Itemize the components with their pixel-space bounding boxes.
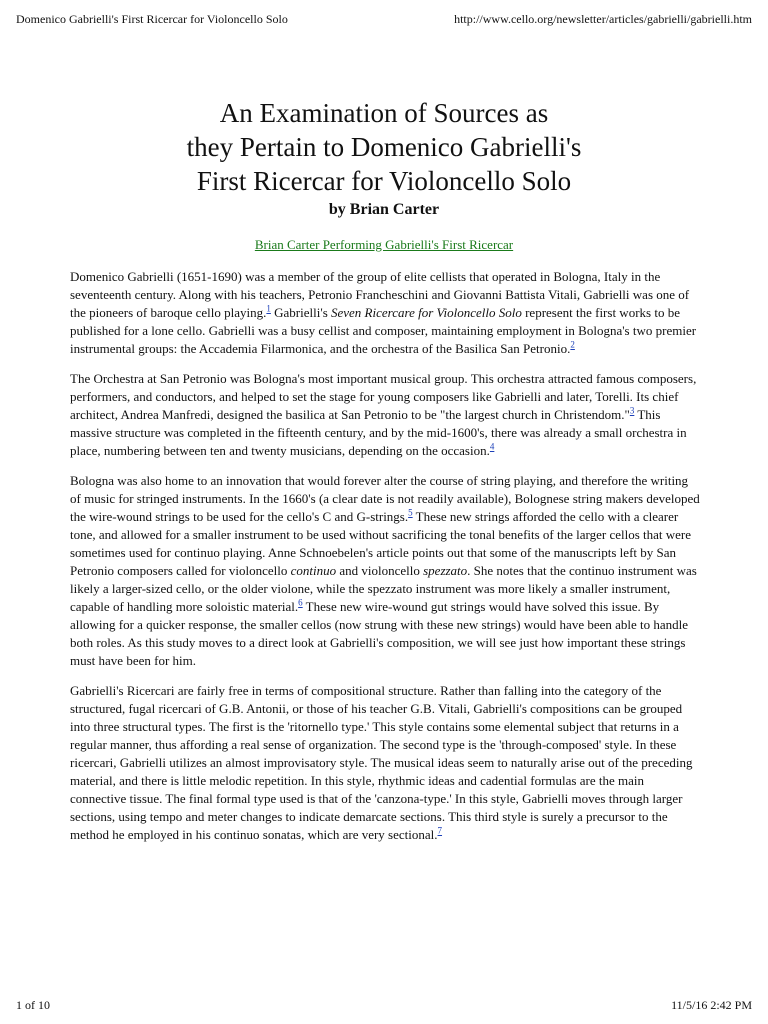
- byline: by Brian Carter: [328, 201, 440, 218]
- paragraph-1: Domenico Gabrielli (1651-1690) was a member of the group of elite cellists that operated in Bologna, Italy in the seventeenth century. Along with his teachers, Petronio Francheschini and Giovanni Battista Vitali, Gabrielli was one of the pioneers of baroque cello playing.$^1$ Gabrielli's Seven Ricercare for Violoncello Solo represent the first works to be published for a lone cello. Gabrielli was a busy cellist and composer, maintaining employment in Bologna's two premier instrumental groups: the Accademia Filarmonica, and the orchestra of the Basilica San Petronio.$^2$: [70, 269, 697, 356]
- footnote-link-3[interactable]: 3: [629, 405, 635, 416]
- page-title-header: Domenico Gabrielli's First Ricercar for Violoncello Solo: [16, 12, 288, 26]
- footnote-link-1[interactable]: 1: [266, 303, 271, 314]
- print-header: [16, 12, 752, 30]
- paragraph-3: Bologna was also home to an innovation that would forever alter the course of string playing, and therefore the writing of music for stringed instruments. In the 1660's (a clear date is not readily available), Bolognese string makers developed the wire-wound strings to be used for the cello's C and G-strings.$^5$ These new strings afforded the cello with a clearer tone, and allowed for a smaller instrument to be used without sacrificing the tonal benefits of the larger cellos that were sometimes used for continuo playing. Anne Schnoebelen's article points out that some of the manuscripts left by San Petronio composers called for violoncello continuo and violoncello spezzato. She notes that the continuo instrument was likely a larger-sized cello, or the older violone, while the spezzato instrument was more likely a smaller instrument, capable of handling more soloistic material.$^6$ These new wire-wound gut strings would have solved this issue. By allowing for a quicker response, the smaller cellos (now strung with these new strings) would have been able to handle both roles. As this study moves to a direct look at Gabrielli's composition, we will see just how important these strings must have been for him.: [70, 473, 700, 668]
- footnote-link-5[interactable]: 5: [408, 507, 413, 518]
- footnote-link-4[interactable]: 4: [489, 441, 495, 452]
- print-footer: [16, 998, 752, 1014]
- paragraph-2: The Orchestra at San Petronio was Bologna's most important musical group. This orchestra attracted famous composers, performers, and conductors, and helped to set the stage for young composers like Gabrielli and later, Torelli. Its chief architect, Andrea Manfredi, designed the basilica at San Petronio to be "the largest church in Christendom."$^3$ This massive structure was completed in the fifteenth century, and by the mid-1600's, there was already a small orchestra in place, numbering between ten and twenty musicians, depending on the occasion.$^4$: [70, 371, 697, 458]
- page-number: 1 of 10: [16, 998, 50, 1012]
- footnote-link-7[interactable]: 7: [437, 825, 443, 836]
- article-body: [70, 268, 700, 856]
- footnote-link-6[interactable]: 6: [298, 597, 303, 608]
- page-url: http://www.cello.org/newsletter/articles/gabrielli/gabrielli.htm: [454, 12, 752, 26]
- performance-link-container: [0, 237, 768, 253]
- paragraph-4: Gabrielli's Ricercari are fairly free in terms of compositional structure. Rather than falling into the category of the structured, fugal ricercari of G.B. Antonii, or those of his teacher G.B. Vitali, Gabrielli's compositions can be grouped into three structural types. The first is the 'ritornello type.' This style contains some elemental subject that returns in a regular manner, thus affording a real sense of organization. The second type is the 'through-composed' style. In these ricercari, Gabrielli utilizes an almost improvisatory style. The musical ideas seem to naturally arise out of the preceding material, and there is little melodic repetition. In this style, rhythmic ideas and cadential formulas are the main connective tissue. The final formal type used is that of the 'canzona-type.' In this style, Gabrielli moves through larger sections, using tempo and meter changes to indicate demarcate sections. This third style is surely a precursor to the method he employed in his continuo sonatas, which are very sectional.$^7$: [70, 683, 693, 842]
- article-title: An Examination of Sources as they Pertain to Domenico Gabrielli's First Ricercar for Violoncello Solo: [186, 98, 582, 197]
- performance-link[interactable]: Brian Carter Performing Gabrielli's First Ricercar: [254, 237, 514, 252]
- footnote-link-2[interactable]: 2: [570, 339, 575, 350]
- print-timestamp: 11/5/16 2:42 PM: [671, 998, 752, 1012]
